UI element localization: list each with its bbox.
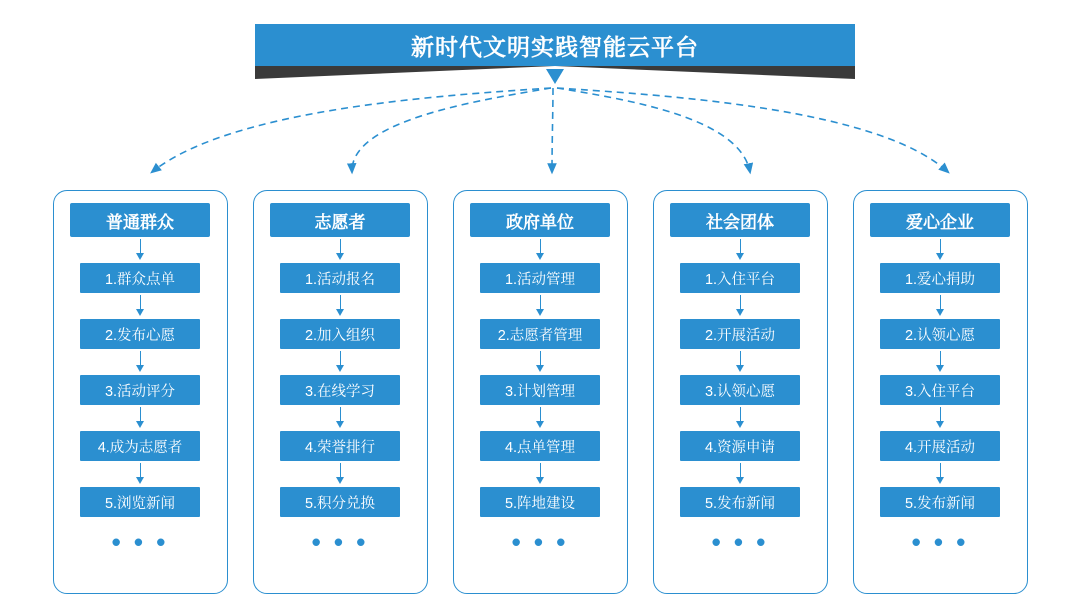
feature-item[interactable]: 4.成为志愿者 [80,431,200,461]
arrow-to-column-4 [557,88,750,172]
banner-bar [255,24,855,66]
flow-connector-icon [334,349,347,375]
more-items-ellipsis: • • • [311,527,369,557]
column-header[interactable]: 志愿者 [270,203,410,237]
feature-item[interactable]: 5.积分兑换 [280,487,400,517]
flow-connector-icon [134,405,147,431]
more-items-ellipsis: • • • [111,527,169,557]
flow-connector-icon [734,349,747,375]
feature-item[interactable]: 5.发布新闻 [880,487,1000,517]
platform-title-banner [255,24,855,88]
flow-connector-icon [134,293,147,319]
flow-connector-icon [334,293,347,319]
feature-item[interactable]: 3.入住平台 [880,375,1000,405]
feature-item[interactable]: 3.在线学习 [280,375,400,405]
flow-connector-icon [134,349,147,375]
flow-connector-icon [134,461,147,487]
feature-item[interactable]: 1.活动报名 [280,263,400,293]
role-column-爱心企业 [853,190,1028,594]
feature-item[interactable]: 5.浏览新闻 [80,487,200,517]
feature-item[interactable]: 4.资源申请 [680,431,800,461]
flow-connector-icon [534,293,547,319]
flow-connector-icon [134,237,147,263]
feature-item[interactable]: 3.认领心愿 [680,375,800,405]
flow-connector-icon [934,461,947,487]
feature-item[interactable]: 4.点单管理 [480,431,600,461]
feature-item[interactable]: 2.开展活动 [680,319,800,349]
flow-connector-icon [534,237,547,263]
arrow-to-column-5 [557,88,948,172]
flow-connector-icon [934,349,947,375]
page-title: 新时代文明实践智能云平台 [411,33,699,60]
feature-item[interactable]: 2.发布心愿 [80,319,200,349]
column-header[interactable]: 普通群众 [70,203,210,237]
feature-item[interactable]: 4.开展活动 [880,431,1000,461]
feature-item[interactable]: 2.志愿者管理 [480,319,600,349]
flow-connector-icon [534,405,547,431]
role-column-政府单位 [453,190,628,594]
flow-connector-icon [934,237,947,263]
feature-item[interactable]: 2.认领心愿 [880,319,1000,349]
feature-item[interactable]: 5.阵地建设 [480,487,600,517]
arrow-to-column-3 [552,88,553,172]
column-header[interactable]: 社会团体 [670,203,810,237]
flow-connector-icon [734,293,747,319]
feature-item[interactable]: 3.计划管理 [480,375,600,405]
feature-item[interactable]: 2.加入组织 [280,319,400,349]
feature-item[interactable]: 3.活动评分 [80,375,200,405]
flow-connector-icon [934,405,947,431]
more-items-ellipsis: • • • [911,527,969,557]
feature-item[interactable]: 1.爱心捐助 [880,263,1000,293]
feature-item[interactable]: 5.发布新闻 [680,487,800,517]
flow-connector-icon [734,405,747,431]
arrow-to-column-1 [152,88,551,172]
flow-connector-icon [734,237,747,263]
flow-connector-icon [334,405,347,431]
feature-item[interactable]: 1.群众点单 [80,263,200,293]
flow-connector-icon [334,461,347,487]
role-column-普通群众 [53,190,228,594]
more-items-ellipsis: • • • [711,527,769,557]
column-header[interactable]: 爱心企业 [870,203,1010,237]
flow-connector-icon [334,237,347,263]
arrow-to-column-2 [352,88,551,172]
column-header[interactable]: 政府单位 [470,203,610,237]
role-column-社会团体 [653,190,828,594]
flow-connector-icon [934,293,947,319]
feature-item[interactable]: 1.入住平台 [680,263,800,293]
banner-shadow-decoration [255,66,855,79]
flow-connector-icon [534,349,547,375]
role-column-志愿者 [253,190,428,594]
more-items-ellipsis: • • • [511,527,569,557]
role-columns [0,190,1080,594]
feature-item[interactable]: 1.活动管理 [480,263,600,293]
feature-item[interactable]: 4.荣誉排行 [280,431,400,461]
flow-connector-icon [734,461,747,487]
flow-connector-icon [534,461,547,487]
